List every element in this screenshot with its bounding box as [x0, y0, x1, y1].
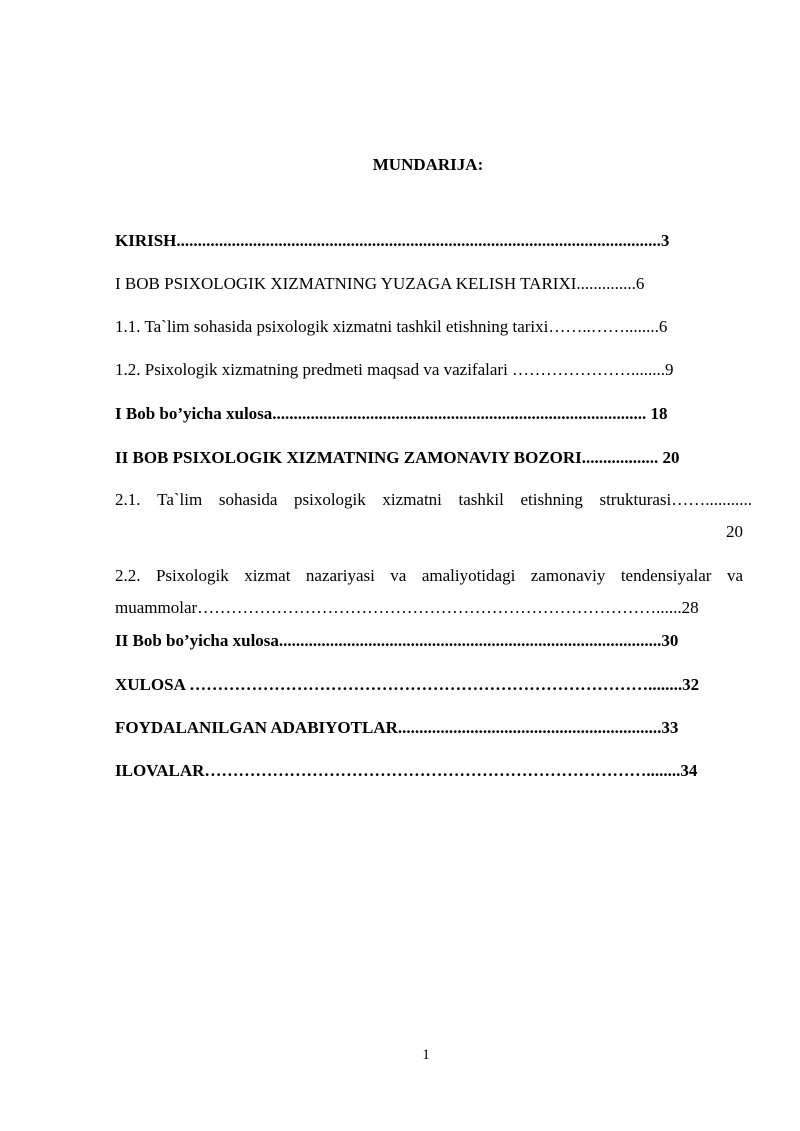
toc-entry-2-2-word: tendensiyalar [620, 566, 712, 585]
toc-entry-chapter-2-conclusion: II Bob bo’yicha xulosa..........................................................................................30 [115, 631, 679, 650]
toc-entry-2-2-word: va [726, 566, 743, 585]
toc-entry-2-1-word: psixologik [294, 490, 366, 509]
toc-entry-2-1-word: sohasida [218, 490, 278, 509]
toc-entry-chapter-1-conclusion: I Bob bo’yicha xulosa........................................................................................ 18 [115, 404, 668, 423]
toc-entry-2-2-word: Psixologik [155, 566, 229, 585]
toc-entry-2-1-word: etishning [520, 490, 583, 509]
page-number: 1 [422, 1047, 430, 1063]
toc-entry-2-2 [115, 566, 743, 586]
toc-entry-2-1-word: xizmatni [382, 490, 442, 509]
toc-entry-2-2-word: xizmat [244, 566, 291, 585]
toc-entry-2-1-page: 20 [726, 522, 743, 541]
toc-entry-references: FOYDALANILGAN ADABIYOTLAR..............................................................33 [115, 718, 679, 737]
toc-entry-1-1: 1.1. Ta`lim sohasida psixologik xizmatni tashkil etishning tarixi……..……........6 [115, 317, 668, 336]
toc-heading: MUNDARIJA: [372, 155, 484, 174]
toc-entry-appendices: ILOVALAR……………………………………………………………………........34 [115, 761, 698, 780]
toc-entry-2-2-word: 2.2. [115, 566, 141, 585]
toc-entry-2-2-continuation: muammolar………………………………………………………………………......28 [115, 598, 699, 617]
toc-entry-2-1-word: Ta`lim [157, 490, 203, 509]
toc-entry-2-1-word: tashkil [458, 490, 504, 509]
toc-entry-kirish: KIRISH..................................................................................................................3 [115, 231, 670, 250]
toc-entry-chapter-1: I BOB PSIXOLOGIK XIZMATNING YUZAGA KELISH TARIXI..............6 [115, 274, 645, 293]
toc-entry-2-2-word: zamonaviy [530, 566, 606, 585]
toc-entry-2-2-word: amaliyotidagi [421, 566, 516, 585]
toc-entry-chapter-2: II BOB PSIXOLOGIK XIZMATNING ZAMONAVIY BOZORI.................. 20 [115, 448, 680, 467]
toc-entry-2-2-word: nazariyasi [305, 566, 375, 585]
toc-entry-2-1-word: 2.1. [115, 490, 141, 509]
toc-entry-2-1-word: strukturasi……........... [599, 490, 752, 509]
toc-entry-1-2: 1.2. Psixologik xizmatning predmeti maqsad va vazifalari …………………........9 [115, 360, 674, 379]
toc-entry-2-2-word: va [390, 566, 407, 585]
toc-entry-2-1 [115, 490, 752, 510]
toc-entry-conclusion: XULOSA ………………………………………………………………………........32 [115, 675, 700, 694]
